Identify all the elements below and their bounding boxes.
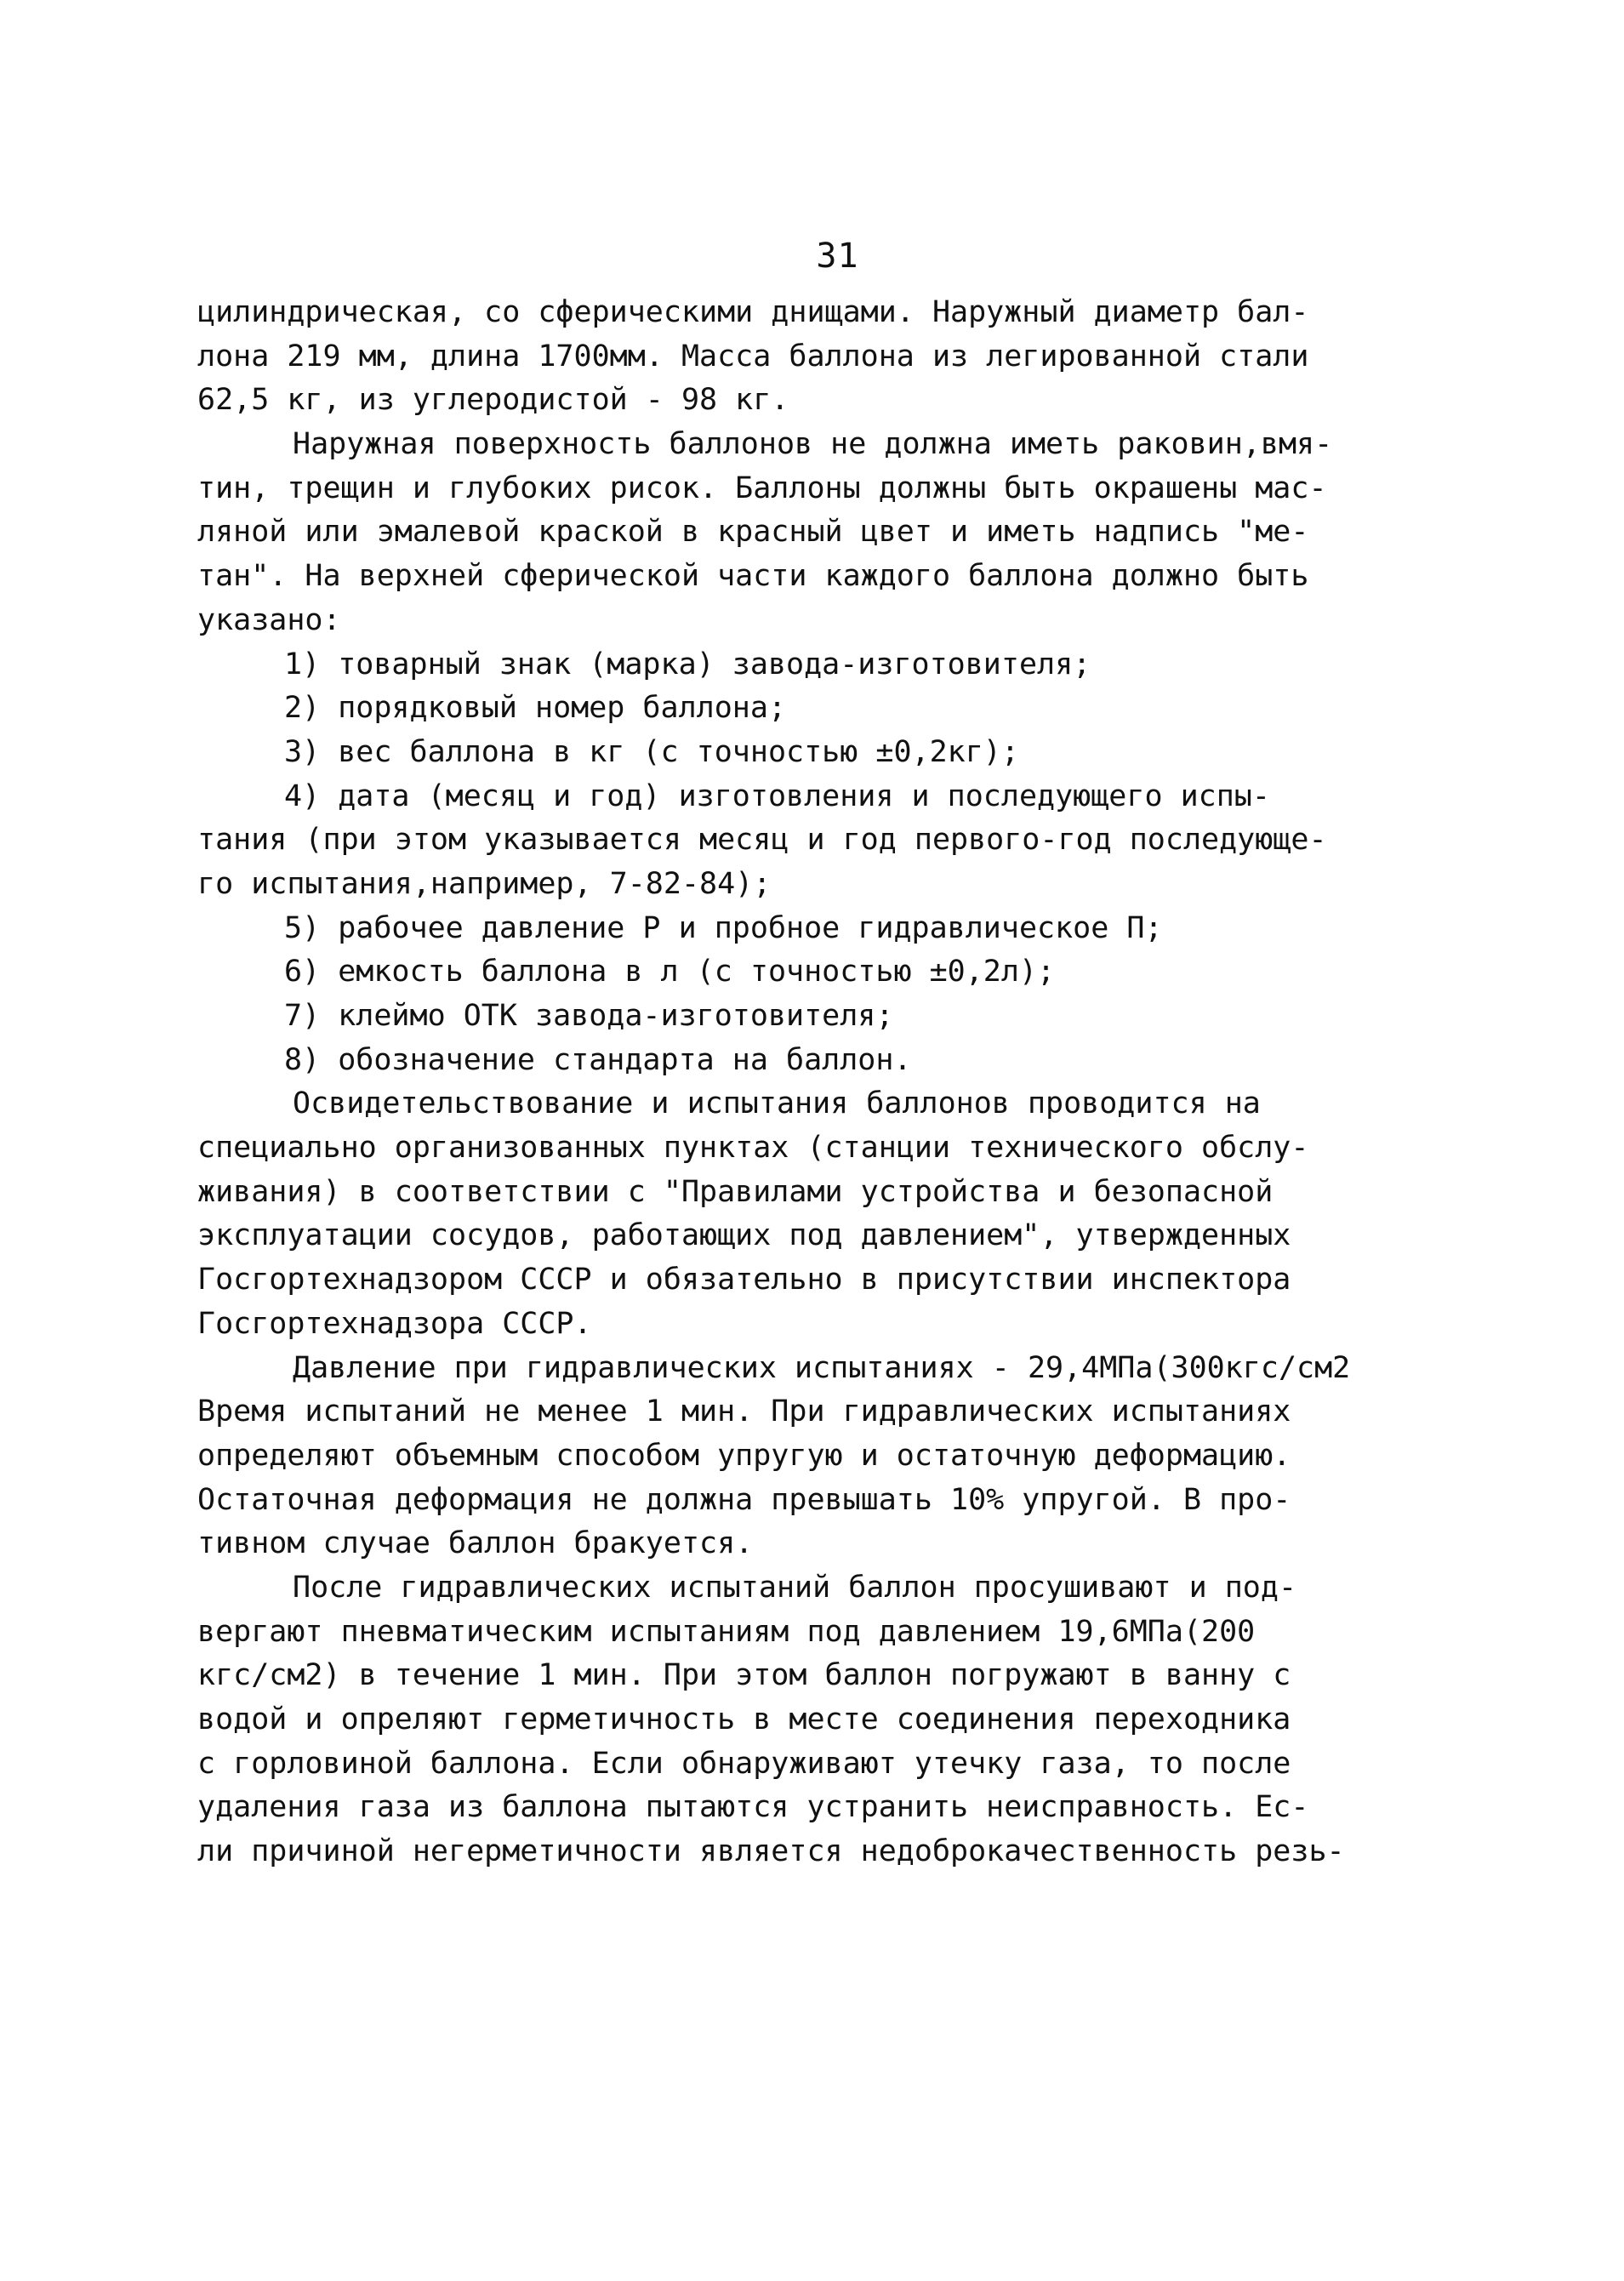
text-line: тин, трещин и глубоких рисок. Баллоны должны быть окрашены мас- <box>197 470 1327 505</box>
text-line: эксплуатации сосудов, работающих под давлением", утвержденных <box>197 1218 1291 1253</box>
text-line: го испытания,например, 7-82-84); <box>197 866 772 901</box>
text-line: 7) клеймо ОТК завода-изготовителя; <box>284 999 894 1033</box>
text-line: 1) товарный знак (марка) завода-изготовителя; <box>284 647 1091 681</box>
text-line: указано: <box>197 602 341 637</box>
text-line: 3) вес баллона в кг (с точностью ±0,2кг); <box>284 734 1019 769</box>
text-line: Время испытаний не менее 1 мин. При гидравлических испытаниях <box>197 1394 1291 1429</box>
text-line: Освидетельствование и испытания баллонов проводится на <box>293 1086 1261 1121</box>
text-line: тан". На верхней сферической части каждого баллона должно быть <box>197 559 1309 594</box>
text-line: ли причиной негерметичности является недоброкачественность резь- <box>197 1834 1345 1869</box>
text-line: цилиндрическая, со сферическими днищами. Наружный диаметр бал- <box>197 295 1309 329</box>
text-line: удаления газа из баллона пытаются устранить неисправность. Ес- <box>197 1790 1309 1825</box>
text-line: живания) в соответствии с "Правилами устройства и безопасной <box>197 1174 1274 1209</box>
text-line: специально организованных пунктах (станции технического обслу- <box>197 1131 1309 1166</box>
body-text <box>197 291 1351 1874</box>
text-line: 62,5 кг, из углеродистой - 98 кг. <box>197 383 789 418</box>
text-line: ляной или эмалевой краской в красный цвет и иметь надпись "ме- <box>197 515 1309 550</box>
text-line: После гидравлических испытаний баллон просушивают и под- <box>293 1570 1297 1605</box>
text-line: Госгортехнадзора СССР. <box>197 1306 592 1341</box>
text-line: определяют объемным способом упругую и остаточную деформацию. <box>197 1438 1291 1473</box>
text-line: лона 219 мм, длина 1700мм. Масса баллона из легированной стали <box>197 339 1309 374</box>
page-number: 31 <box>816 237 859 276</box>
text-line: тивном случае баллон бракуется. <box>197 1526 754 1561</box>
text-line: кгс/см2) в течение 1 мин. При этом баллон погружают в ванну с <box>197 1658 1291 1693</box>
text-line: 2) порядковый номер баллона; <box>284 691 787 726</box>
text-line: Давление при гидравлических испытаниях - 29,4МПа(300кгс/см2 <box>293 1350 1351 1385</box>
text-line: Остаточная деформация не должна превышать 10% упругой. В про- <box>197 1482 1291 1517</box>
text-line: Госгортехнадзором СССР и обязательно в присутствии инспектора <box>197 1263 1291 1297</box>
text-line: 8) обозначение стандарта на баллон. <box>284 1042 912 1077</box>
text-line: водой и опреляют герметичность в месте соединения переходника <box>197 1702 1291 1736</box>
text-line: тания (при этом указывается месяц и год первого-год последующе- <box>197 823 1327 858</box>
text-line: вергают пневматическим испытаниям под давлением 19,6МПа(200 <box>197 1614 1256 1649</box>
text-line: с горловиной баллона. Если обнаруживают утечку газа, то после <box>197 1746 1291 1781</box>
text-line: Наружная поверхность баллонов не должна иметь раковин,вмя- <box>293 427 1333 462</box>
text-line: 6) емкость баллона в л (с точностью ±0,2л); <box>284 955 1056 989</box>
text-line: 4) дата (месяц и год) изготовления и последующего испы- <box>284 778 1270 813</box>
text-line: 5) рабочее давление Р и пробное гидравлическое П; <box>284 910 1163 945</box>
